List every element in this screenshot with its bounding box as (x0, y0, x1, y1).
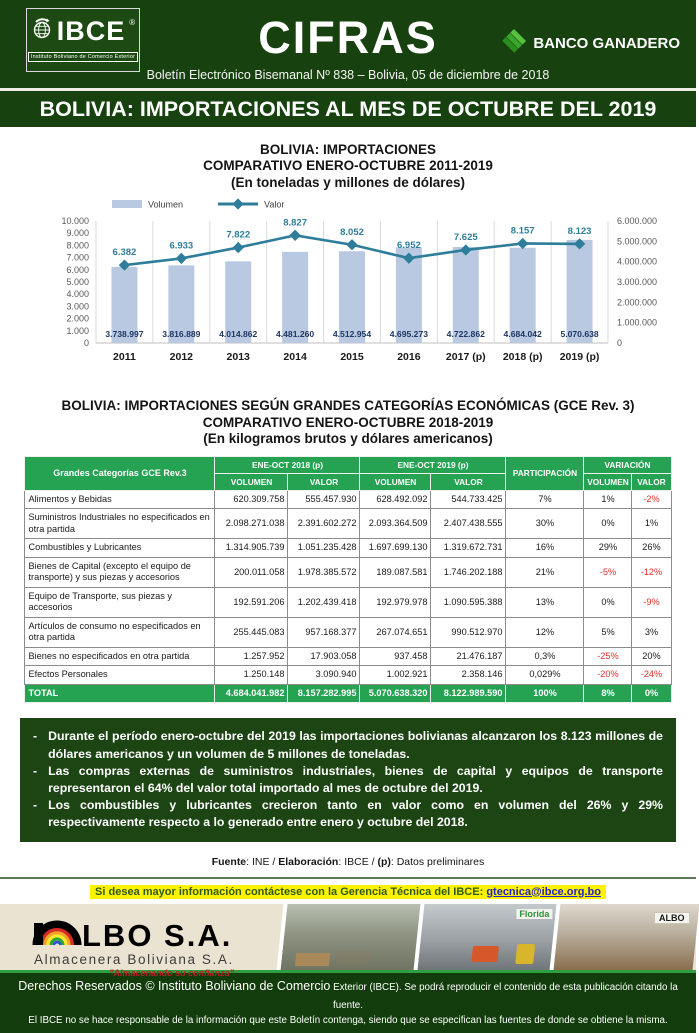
svg-text:5.000: 5.000 (66, 277, 89, 288)
banco-ganadero-logo[interactable] (501, 28, 680, 58)
svg-text:8.827: 8.827 (283, 217, 308, 229)
table-cell: 8.122.989.590 (431, 684, 506, 703)
main-title: BOLIVIA: IMPORTACIONES AL MES DE OCTUBRE DEL 2019 (0, 91, 696, 130)
ibce-logo-text: IBCE (56, 16, 126, 46)
table-cell: 1.746.202.188 (431, 557, 506, 587)
col-category: Grandes Categorías GCE Rev.3 (25, 456, 215, 490)
table-cell: 1.202.439.418 (288, 587, 360, 617)
table-cell: Equipo de Transporte, sus piezas y accesorios (25, 587, 215, 617)
table-cell: 957.168.377 (288, 617, 360, 647)
svg-text:10.000: 10.000 (61, 216, 89, 227)
svg-text:6.000.000: 6.000.000 (617, 216, 658, 227)
table-cell: Artículos de consumo no especificados en otra partida (25, 617, 215, 647)
col-value-2018: VALOR (288, 473, 360, 490)
bullet-dash-icon: - (33, 798, 38, 813)
table-cell: 21.476.187 (431, 647, 506, 666)
table-cell: 2.093.364.509 (360, 509, 431, 539)
table-cell: 26% (632, 539, 671, 558)
svg-text:3.738.997: 3.738.997 (105, 329, 144, 340)
table-cell: 555.457.930 (288, 490, 360, 509)
contact-email-link[interactable]: gtecnica@ibce.org.bo (486, 885, 601, 898)
table-cell: 2.358.146 (431, 666, 506, 685)
svg-text:7.625: 7.625 (453, 232, 478, 244)
table-cell: 2.098.271.038 (215, 509, 288, 539)
table-row (25, 647, 671, 666)
svg-text:7.000: 7.000 (66, 253, 89, 264)
svg-text:8.000: 8.000 (66, 240, 89, 251)
table-cell: 1.250.148 (215, 666, 288, 685)
table-header (25, 456, 671, 490)
table-cell: 1.002.921 (360, 666, 431, 685)
table-cell: -9% (632, 587, 671, 617)
table-row (25, 509, 671, 539)
col-value-2019: VALOR (431, 473, 506, 490)
col-variation: VARIACIÓN (584, 456, 671, 473)
svg-text:2.000.000: 2.000.000 (617, 297, 658, 308)
svg-text:2019 (p): 2019 (p) (559, 351, 600, 364)
table-cell: -2% (632, 490, 671, 509)
table-cell: 1.978.385.572 (288, 557, 360, 587)
categories-table (24, 456, 671, 704)
table-cell: 21% (506, 557, 584, 587)
svg-text:9.000: 9.000 (66, 228, 89, 239)
table-cell: 267.074.651 (360, 617, 431, 647)
table-cell: 7% (506, 490, 584, 509)
chart-title-line3: (En toneladas y millones de dólares) (230, 174, 466, 190)
import-chart (16, 193, 680, 382)
elaboration-label: Elaboración (278, 855, 339, 868)
table-cell: 8% (584, 684, 632, 703)
svg-text:2013: 2013 (226, 351, 250, 364)
table-cell: -20% (584, 666, 632, 685)
table-cell: 200.011.058 (215, 557, 288, 587)
col-var-volume: VOLUMEN (584, 473, 632, 490)
banner-photo-carlot (277, 904, 427, 970)
table-cell: 29% (584, 539, 632, 558)
table-cell: Suministros Industriales no especificados en otra partida (25, 509, 215, 539)
svg-text:2017 (p): 2017 (p) (445, 351, 486, 364)
svg-text:6.382: 6.382 (112, 247, 137, 259)
col-volume-2018: VOLUMEN (215, 473, 288, 490)
table-cell: 100% (506, 684, 584, 703)
table-cell: 2.407.438.555 (431, 509, 506, 539)
table-cell: 3% (632, 617, 671, 647)
svg-text:3.816.889: 3.816.889 (162, 329, 201, 340)
table-cell: 1.051.235.428 (288, 539, 360, 558)
svg-text:2011: 2011 (113, 351, 136, 364)
table-cell: -12% (632, 557, 671, 587)
table-cell: 192.591.206 (215, 587, 288, 617)
table-title-line1: BOLIVIA: IMPORTACIONES SEGÚN GRANDES CATEGORÍAS ECONÓMICAS (GCE Rev. 3) (61, 398, 635, 414)
albo-brand-name: LBO S.A. (82, 918, 233, 954)
table-cell: -25% (584, 647, 632, 666)
albo-a-logo-icon (34, 907, 80, 950)
bank-diamond-icon (501, 28, 527, 58)
table-cell: Alimentos y Bebidas (25, 490, 215, 509)
table-cell: 8.157.282.995 (288, 684, 360, 703)
svg-text:3.000: 3.000 (66, 301, 89, 312)
table-cell: 255.445.083 (215, 617, 288, 647)
footer-disclaimer: El IBCE no se hace responsable de la información que este Boletín contenga, siendo que se especifican las fuentes de donde se obtiene la misma. (28, 1014, 668, 1026)
ibce-logo-subtitle: Instituto Boliviano de Comercio Exterior (28, 52, 138, 62)
svg-text:7.822: 7.822 (226, 229, 251, 241)
svg-text:8.123: 8.123 (567, 226, 592, 238)
svg-text:2012: 2012 (169, 351, 194, 364)
chart-title-line1: BOLIVIA: IMPORTACIONES (259, 142, 436, 157)
table-body (25, 490, 671, 703)
table-cell: 5.070.638.320 (360, 684, 431, 703)
table-cell: Efectos Personales (25, 666, 215, 685)
banner-photos (286, 904, 696, 970)
svg-text:2.000: 2.000 (66, 314, 89, 325)
table-title-line2: COMPARATIVO ENERO-OCTUBRE 2018-2019 (202, 414, 494, 430)
footer-rights: Derechos Reservados © Instituto Boliviano de Comercio (18, 978, 331, 993)
highlights-box (20, 718, 676, 841)
svg-text:4.000.000: 4.000.000 (617, 257, 658, 268)
table-cell: -5% (584, 557, 632, 587)
table-cell: 1% (632, 509, 671, 539)
col-volume-2019: VOLUMEN (360, 473, 431, 490)
svg-text:Valor: Valor (264, 199, 285, 210)
table-row (25, 557, 671, 587)
table-cell: 0% (584, 587, 632, 617)
table-cell: 990.512.970 (431, 617, 506, 647)
albo-tagline: "Almacenando su confianza" (109, 967, 234, 978)
chart-title-line2: COMPARATIVO ENERO-OCTUBRE 2011-2019 (203, 158, 493, 174)
col-group-2018: ENE-OCT 2018 (p) (215, 456, 360, 473)
table-cell: 0,3% (506, 647, 584, 666)
contact-text: Si desea mayor información contáctese con la Gerencia Técnica del IBCE: (95, 885, 487, 898)
highlight-bullet (33, 797, 663, 831)
table-cell: 30% (506, 509, 584, 539)
svg-text:4.684.042: 4.684.042 (503, 329, 542, 340)
table-cell: 1.697.699.130 (360, 539, 431, 558)
svg-text:2014: 2014 (283, 351, 307, 364)
table-cell: 937.458 (360, 647, 431, 666)
svg-text:4.722.862: 4.722.862 (446, 329, 485, 340)
svg-text:0: 0 (617, 338, 623, 349)
svg-text:6.952: 6.952 (396, 240, 421, 252)
svg-text:8.157: 8.157 (510, 225, 535, 237)
highlight-bullet (33, 728, 663, 762)
table-cell: 17.903.058 (288, 647, 360, 666)
table-cell: 544.733.425 (431, 490, 506, 509)
col-var-value: VALOR (632, 473, 671, 490)
florida-sign: Florida (516, 909, 552, 919)
table-title-line3: (En kilogramos brutos y dólares americanos) (203, 431, 493, 447)
table-cell: 4.684.041.982 (215, 684, 288, 703)
albo-ad-banner[interactable] (0, 904, 696, 978)
table-cell: 12% (506, 617, 584, 647)
albo-brand (34, 907, 234, 978)
header (0, 0, 696, 91)
orange-forklift-icon (471, 946, 499, 962)
table-row (25, 666, 671, 685)
table-cell: Bienes no especificados en otra partida (25, 647, 215, 666)
table-cell: 1.090.595.388 (431, 587, 506, 617)
svg-text:2015: 2015 (340, 351, 364, 364)
footer-rights-rest: Exterior (IBCE). Se podrá reproducir el contenido de esta publicación citando la fuente. (330, 981, 678, 1011)
banner-photo-warehouse (550, 904, 699, 970)
svg-text:1.000.000: 1.000.000 (617, 318, 658, 329)
table-cell: 189.087.581 (360, 557, 431, 587)
table-cell: 0% (584, 509, 632, 539)
table-cell: 3.090.940 (288, 666, 360, 685)
svg-text:4.014.862: 4.014.862 (219, 329, 258, 340)
footer (0, 967, 696, 1033)
table-cell: 13% (506, 587, 584, 617)
table-total-row (25, 684, 671, 703)
svg-text:3.000.000: 3.000.000 (617, 277, 658, 288)
table-cell: 20% (632, 647, 671, 666)
table-cell: 192.979.978 (360, 587, 431, 617)
table-row (25, 587, 671, 617)
highlight-bullet (33, 763, 663, 797)
table-cell: 16% (506, 539, 584, 558)
registered-mark: ® (129, 18, 136, 27)
table-cell: 2.391.602.272 (288, 509, 360, 539)
bulletin-line: Boletín Electrónico Bisemanal Nº 838 – Bolivia, 05 de diciembre de 2018 (146, 68, 550, 82)
prelim-label: (p) (377, 855, 391, 868)
svg-text:4.512.954: 4.512.954 (332, 329, 372, 340)
source-line: Fuente: INE / Elaboración: IBCE / (p): Datos preliminares (211, 855, 485, 868)
bullet-dash-icon: - (33, 729, 38, 744)
table-cell: 628.492.092 (360, 490, 431, 509)
svg-text:Volumen: Volumen (148, 199, 184, 210)
table-cell: 1% (584, 490, 632, 509)
table-row (25, 490, 671, 509)
table-cell: 1.319.672.731 (431, 539, 506, 558)
col-group-2019: ENE-OCT 2019 (p) (360, 456, 506, 473)
svg-text:6.000: 6.000 (66, 265, 89, 276)
svg-text:5.000.000: 5.000.000 (617, 236, 658, 247)
table-cell: 0,029% (506, 666, 584, 685)
bullet-dash-icon: - (33, 763, 38, 778)
table-cell: 5% (584, 617, 632, 647)
table-cell: Combustibles y Lubricantes (25, 539, 215, 558)
svg-text:0: 0 (83, 338, 89, 349)
source-label: Fuente (211, 855, 247, 868)
col-participation: PARTICIPACIÓN (506, 456, 584, 490)
highlight-text: Durante el período enero-octubre del 2019 las importaciones bolivianas alcanzaron los 8.123 millones de dólares americanos y un volumen de 5 millones de toneladas. (48, 729, 663, 761)
svg-text:6.933: 6.933 (169, 240, 194, 252)
svg-text:2016: 2016 (397, 351, 421, 364)
table-cell: 1.314.905.739 (215, 539, 288, 558)
table-cell: -24% (632, 666, 671, 685)
svg-text:4.481.260: 4.481.260 (275, 329, 315, 340)
banner-photo-forklifts (413, 904, 563, 970)
albo-sign: ALBO (655, 912, 691, 924)
table-cell: 1.257.952 (215, 647, 288, 666)
contact-bar (0, 877, 696, 900)
svg-text:2018 (p): 2018 (p) (502, 351, 543, 364)
highlight-text: Los combustibles y lubricantes crecieron tanto en valor como en volumen del 26% y 29% respectivamente respecto a lo generado entre enero y octubre del 2018. (48, 798, 663, 830)
chart-title (0, 142, 696, 191)
table-cell: 620.309.758 (215, 490, 288, 509)
table-title (0, 398, 696, 447)
bank-name: BANCO GANADERO (533, 34, 680, 52)
newsletter-title: CIFRAS (258, 12, 438, 63)
svg-text:8.052: 8.052 (340, 227, 364, 239)
table-row (25, 617, 671, 647)
table-cell: TOTAL (25, 684, 215, 703)
yellow-forklift-icon (515, 944, 535, 964)
svg-text:4.695.273: 4.695.273 (389, 329, 429, 340)
svg-text:4.000: 4.000 (66, 289, 89, 300)
svg-text:5.070.638: 5.070.638 (560, 329, 599, 340)
table-cell: Bienes de Capital (excepto el equipo de transporte) y sus piezas y accesorios (25, 557, 215, 587)
table-cell: 0% (632, 684, 671, 703)
highlight-text: Las compras externas de suministros industriales, bienes de capital y equipos de transporte representaron el 64% del valor total importado al mes de octubre del 2019. (48, 763, 663, 795)
table-row (25, 539, 671, 558)
svg-text:1.000: 1.000 (66, 326, 89, 337)
albo-subtitle: Almacenera Boliviana S.A. (34, 951, 234, 967)
